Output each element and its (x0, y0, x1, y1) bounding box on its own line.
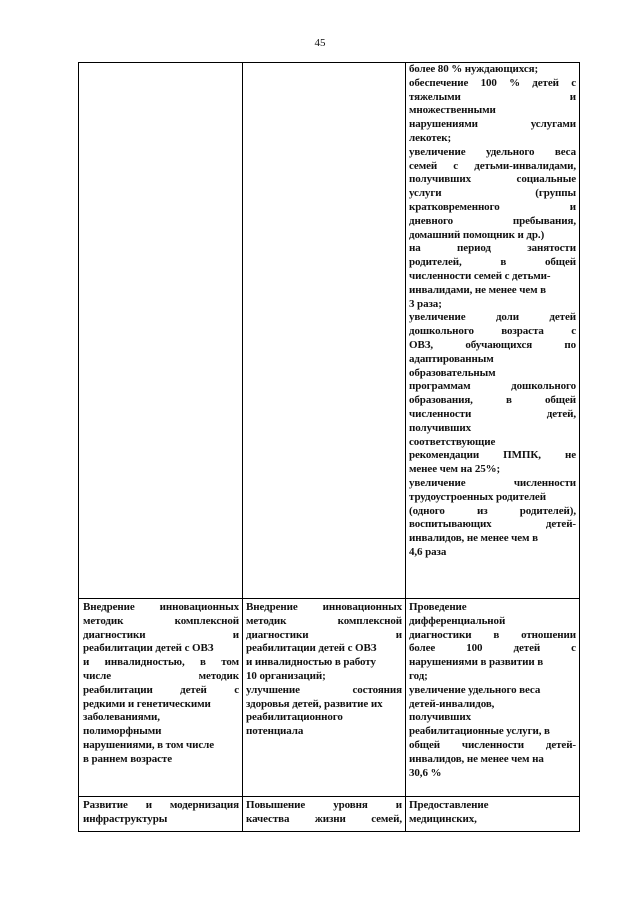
word: услугами (530, 118, 576, 131)
word: диагностики (83, 628, 146, 641)
cell-text-line (409, 670, 576, 684)
word: детей (532, 76, 559, 89)
word: числе (83, 669, 111, 682)
word: кратковременного (409, 200, 500, 213)
word: детей (513, 642, 541, 655)
cell-text-line (409, 325, 576, 339)
cell-text-line (409, 298, 576, 312)
row-1-col-1 (83, 601, 239, 767)
word: том (221, 656, 239, 669)
word: адаптированным (409, 352, 494, 365)
cell-text-line (409, 491, 576, 505)
word: реабилитации детей с ОВЗ (83, 642, 214, 655)
cell-text-line (409, 160, 576, 174)
cell-text-line (409, 215, 576, 229)
cell-text-line (409, 63, 576, 77)
row-1-col-3 (409, 601, 576, 780)
word: 3 раза; (409, 297, 442, 310)
row-0-col-3 (409, 63, 576, 560)
cell-text-line (409, 187, 576, 201)
cell-text-line (409, 753, 576, 767)
word: комплексной (337, 614, 402, 627)
word: с (234, 683, 239, 696)
word: модернизация (169, 799, 239, 811)
word: Предоставление (409, 799, 489, 811)
page-number: 45 (314, 37, 326, 49)
word: семей, (371, 812, 402, 825)
word: образовательным (409, 366, 496, 379)
cell-text-line (83, 601, 239, 615)
word: детей (180, 683, 207, 696)
word: инновационных (322, 601, 402, 613)
word: реабилитации (83, 683, 153, 696)
word: более 80 % нуждающихся; (409, 63, 539, 75)
word: и (569, 200, 576, 213)
word: детей, (546, 407, 576, 420)
row-2-col-2 (246, 799, 402, 827)
word: с (453, 159, 459, 172)
word: дневного (409, 214, 453, 227)
cell-text-line (409, 146, 576, 160)
word: занятости (527, 242, 576, 255)
word: домашний помощник и др.) (409, 228, 545, 241)
cell-text-line (409, 767, 576, 781)
cell-text-line (83, 642, 239, 656)
word: соответствующие (409, 435, 496, 448)
word: и (145, 799, 152, 811)
word: потенциала (246, 725, 304, 738)
cell-text-line (409, 422, 576, 436)
word: инвалидностью, (104, 656, 185, 669)
word: здоровья детей, развитие их (246, 697, 383, 710)
cell-text-line (409, 684, 576, 698)
word: диагностики (246, 628, 309, 641)
word: воспитывающих (409, 518, 492, 531)
word: семей (409, 159, 438, 172)
word: и (395, 799, 402, 811)
cell-text-line (409, 408, 576, 422)
word: нарушениями в развитии в (409, 656, 544, 669)
word: реабилитации детей с ОВЗ (246, 642, 377, 655)
word: методик (83, 614, 124, 627)
cell-text-line (246, 813, 402, 827)
word: программам (409, 380, 471, 393)
word: численности (513, 476, 576, 489)
cell-text-line (409, 463, 576, 477)
cell-text-line (409, 242, 576, 256)
word: Внедрение (83, 601, 135, 613)
cell-text-line (409, 353, 576, 367)
word: инвалидов, не менее чем на (409, 752, 544, 765)
word: и инвалидностью в работу (246, 656, 376, 669)
word: методик (246, 614, 287, 627)
word: пребывания, (512, 214, 576, 227)
cell-text-line (409, 601, 576, 615)
cell-text-line (83, 799, 239, 813)
word: общей (409, 738, 441, 751)
word: методик (198, 669, 239, 682)
cell-text-line (409, 229, 576, 243)
word: заболеваниями, (83, 711, 160, 724)
cell-text-line (409, 436, 576, 450)
cell-text-line (409, 505, 576, 519)
word: получивших (409, 711, 471, 724)
word: обучающихся (465, 338, 533, 351)
word: не (564, 449, 576, 462)
word: веса (554, 145, 576, 158)
row-1-col-2 (246, 601, 402, 739)
word: инновационных (159, 601, 239, 613)
word: менее чем на 25%; (409, 463, 501, 476)
word: ОВЗ, (409, 338, 434, 351)
word: в (505, 394, 512, 407)
word: редкими и генетическими (83, 697, 211, 710)
row-divider-1 (79, 598, 579, 599)
word: увеличение (409, 145, 466, 158)
cell-text-line (83, 753, 239, 767)
word: отношении (521, 628, 576, 641)
cell-text-line (409, 629, 576, 643)
word: 4,6 раза (409, 545, 447, 558)
cell-text-line (409, 532, 576, 546)
word: детей- (545, 518, 576, 531)
cell-text-line (409, 270, 576, 284)
word: период (457, 242, 491, 255)
cell-text-line (409, 615, 576, 629)
word: удельного (486, 145, 535, 158)
word: качества (246, 812, 290, 825)
word: получивших (409, 421, 471, 434)
cell-text-line (409, 132, 576, 146)
word: и (569, 90, 576, 103)
cell-text-line (246, 799, 402, 813)
word: трудоустроенных родителей (409, 490, 546, 503)
word: (группы (535, 187, 576, 200)
cell-text-line (409, 91, 576, 105)
word: реабилитационные услуги, в (409, 725, 550, 738)
word: обеспечение (409, 76, 469, 89)
word: детей- (545, 738, 576, 751)
word: (одного (409, 504, 445, 517)
cell-text-line (246, 601, 402, 615)
word: Развитие (83, 799, 128, 811)
word: с (571, 76, 576, 89)
word: % (509, 76, 520, 89)
cell-text-line (409, 518, 576, 532)
word: реабилитационного (246, 711, 343, 724)
word: дошкольного (409, 325, 474, 338)
column-divider-2 (405, 63, 406, 831)
cell-text-line (83, 813, 239, 827)
word: общей (544, 256, 576, 269)
word: инвалидами, не менее чем в (409, 283, 546, 296)
word: по (564, 338, 576, 351)
word: детей-инвалидов, (409, 697, 495, 710)
cell-text-line (246, 684, 402, 698)
word: лекотек; (409, 131, 452, 144)
word: численности семей с детьми- (409, 269, 551, 282)
word: 100 (466, 642, 483, 655)
word: уровня (333, 799, 368, 811)
cell-text-line (83, 711, 239, 725)
word: жизни (314, 812, 346, 825)
word: дифференциальной (409, 614, 506, 627)
cell-text-line (83, 615, 239, 629)
cell-text-line (83, 656, 239, 670)
word: в (500, 256, 507, 269)
word: 10 организаций; (246, 669, 326, 682)
word: полиморфными (83, 725, 162, 738)
cell-text-line (409, 118, 576, 132)
cell-text-line (246, 670, 402, 684)
cell-text-line (409, 546, 576, 560)
word: и (232, 628, 239, 641)
word: родителей, (409, 256, 462, 269)
word: дошкольного (511, 380, 576, 393)
word: Внедрение (246, 601, 298, 613)
word: в раннем возрасте (83, 752, 172, 765)
word: множественными (409, 104, 496, 117)
word: Повышение (246, 799, 306, 811)
cell-text-line (409, 311, 576, 325)
word: нарушениями (409, 118, 478, 131)
column-divider-1 (242, 63, 243, 831)
cell-text-line (409, 813, 576, 827)
word: нарушениями, в том числе (83, 738, 214, 751)
cell-text-line (409, 477, 576, 491)
cell-text-line (409, 642, 576, 656)
measures-table (78, 62, 580, 832)
word: детей (549, 311, 576, 324)
word: увеличение (409, 311, 466, 324)
cell-text-line (409, 656, 576, 670)
cell-text-line (409, 394, 576, 408)
cell-text-line (246, 615, 402, 629)
word: комплексной (174, 614, 239, 627)
cell-text-line (409, 739, 576, 753)
row-divider-2 (79, 796, 579, 797)
word: возраста (501, 325, 544, 338)
word: увеличение (409, 476, 466, 489)
word: 30,6 % (409, 766, 442, 779)
word: диагностики (409, 628, 472, 641)
cell-text-line (83, 725, 239, 739)
word: более (409, 642, 436, 655)
word: общей (544, 394, 576, 407)
cell-text-line (409, 799, 576, 813)
word: численности (461, 738, 525, 751)
word: родителей), (519, 504, 576, 517)
cell-text-line (409, 725, 576, 739)
word: с (571, 642, 576, 655)
cell-text-line (409, 77, 576, 91)
cell-text-line (83, 684, 239, 698)
row-2-col-3 (409, 799, 576, 827)
word: с (571, 325, 576, 338)
word: и (395, 628, 402, 641)
cell-text-line (83, 739, 239, 753)
word: инвалидов, не менее чем в (409, 532, 538, 545)
cell-text-line (409, 104, 576, 118)
cell-text-line (409, 173, 576, 187)
word: и (83, 656, 90, 669)
word: образования, (409, 394, 473, 407)
word: 100 (480, 76, 497, 89)
word: численности (409, 407, 472, 420)
word: в (200, 656, 206, 669)
cell-text-line (409, 449, 576, 463)
word: доли (495, 311, 519, 324)
word: год; (409, 669, 428, 682)
word: рекомендации (409, 449, 480, 462)
word: тяжелыми (409, 90, 461, 103)
cell-text-line (83, 698, 239, 712)
cell-text-line (83, 670, 239, 684)
cell-text-line (409, 711, 576, 725)
word: инфраструктуры (83, 812, 168, 825)
word: на (409, 242, 421, 255)
word: услуги (409, 187, 442, 200)
cell-text-line (246, 698, 402, 712)
cell-text-line (409, 380, 576, 394)
cell-text-line (409, 284, 576, 298)
cell-text-line (409, 339, 576, 353)
word: детьми-инвалидами, (474, 159, 576, 172)
word: медицинских, (409, 812, 477, 825)
word: ПМПК, (503, 449, 541, 462)
word: социальные (516, 173, 576, 186)
cell-text-line (246, 642, 402, 656)
cell-text-line (409, 201, 576, 215)
word: в (493, 628, 500, 641)
cell-text-line (409, 698, 576, 712)
cell-text-line (83, 629, 239, 643)
cell-text-line (409, 367, 576, 381)
word: состояния (352, 683, 402, 696)
word: улучшение (246, 683, 300, 696)
word: увеличение удельного веса (409, 683, 541, 696)
cell-text-line (246, 711, 402, 725)
word: Проведение (409, 601, 467, 613)
cell-text-line (246, 725, 402, 739)
row-2-col-1 (83, 799, 239, 827)
word: из (477, 504, 488, 517)
cell-text-line (246, 656, 402, 670)
cell-text-line (246, 629, 402, 643)
cell-text-line (409, 256, 576, 270)
word: получивших (409, 173, 471, 186)
